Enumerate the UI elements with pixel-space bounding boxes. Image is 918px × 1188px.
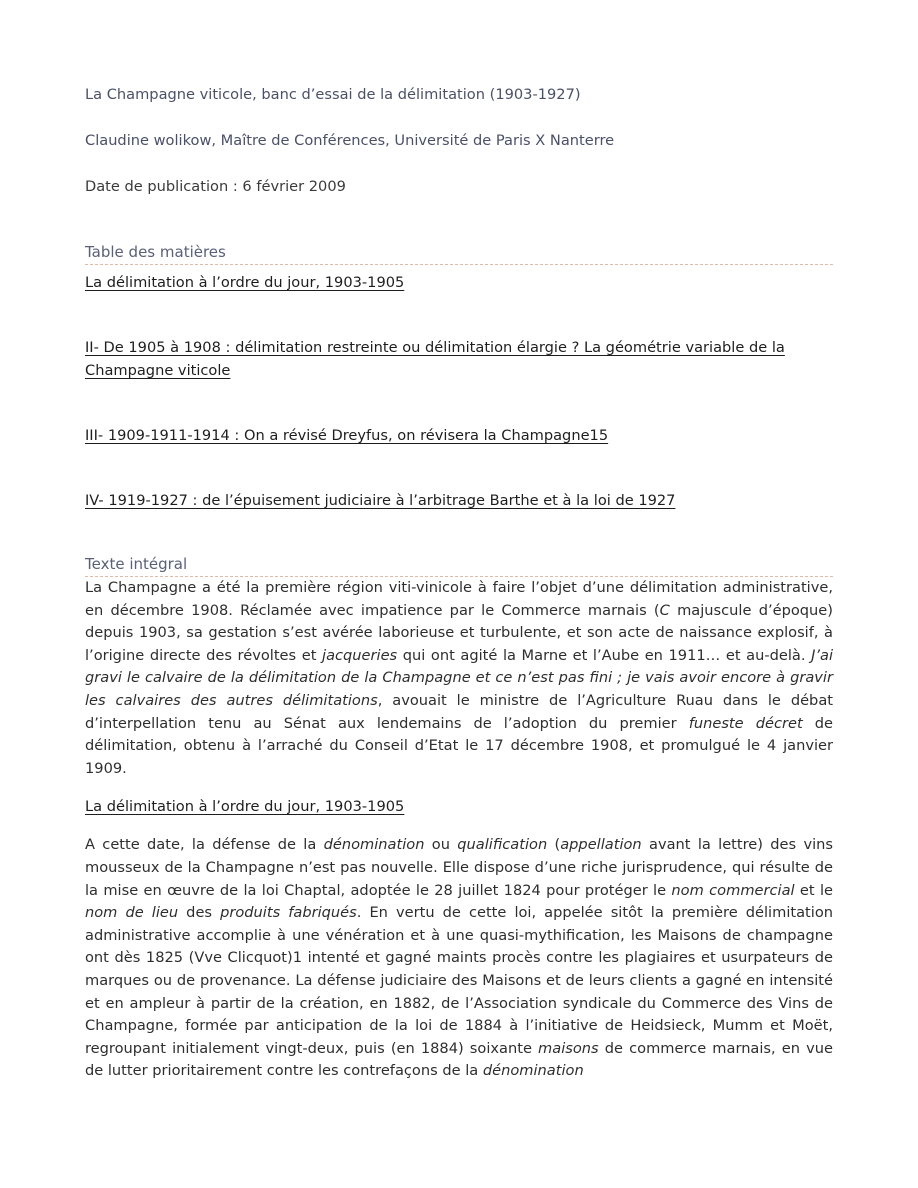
intro-paragraph: La Champagne a été la première région viti-vinicole à faire l’objet d’une délimitation administrative, en décembre 1908. Réclamée avec impatience par le Commerce marnais (C majuscule d’époque) depuis 1903, sa gestation s’est avérée laborieuse et turbulente, et son acte de naissance explosif, à l’origine directe des révoltes et jacqueries qui ont agité la Marne et l’Aube en 1911… et au-delà. J’ai gravi le calvaire de la délimitation de la Champagne et ce n’est pas fini ; je vais avoir encore à gravir les calvaires des autres délimitations, avouait le ministre de l’Agriculture Ruau dans le débat d’interpellation tenu au Sénat aux lendemains de l’adoption du premier funeste décret de délimitation, obtenu à l’arraché du Conseil d’Etat le 17 décembre 1908, et promulgué le 4 janvier 1909.: [85, 579, 834, 777]
body-paragraph: A cette date, la défense de la dénomination ou qualification (appellation avant la lettre) des vins mousseux de la Champagne n’est pas nouvelle. Elle dispose d’une riche jurisprudence, qui résulte de la mise en œuvre de la loi Chaptal, adoptée le 28 juillet 1824 pour protéger le nom commercial et le nom de lieu des produits fabriqués. En vertu de cette loi, appelée sitôt la première délimitation administrative accomplie à une vénération et à une quasi-mythification, les Maisons de champagne ont dès 1825 (Vve Clicquot)1 intenté et gagné maints procès contre les plagiaires et usurpateurs de marques ou de provenance. La défense judiciaire des Maisons et de leurs clients a gagné en intensité et en ampleur à partir de la création, en 1882, de l’Association syndicale du Commerce des Vins de Champagne, formée par anticipation de la loi de 1884 à l’initiative de Heidsieck, Mumm et Moët, regroupant initialement vingt-deux, puis (en 1884) soixante maisons de commerce marnais, en vue de lutter prioritairement contre les contrefaçons de la dénomination: [85, 836, 833, 1080]
toc-link-1[interactable]: La délimitation à l’ordre du jour, 1903-1905: [85, 274, 405, 291]
toc-link-2[interactable]: II- De 1905 à 1908 : délimitation restreinte ou délimitation élargie ? La géométrie variable de la Champagne viticole: [85, 339, 785, 379]
publication-date: Date de publication : 6 février 2009: [85, 178, 346, 195]
full-text-heading: Texte intégral: [85, 554, 833, 577]
toc-link-4[interactable]: IV- 1919-1927 : de l’épuisement judiciaire à l’arbitrage Barthe et à la loi de 1927: [85, 492, 676, 509]
article-author: Claudine wolikow, Maître de Conférences, Université de Paris X Nanterre: [85, 132, 615, 149]
document-content: [85, 84, 833, 1083]
toc-heading: Table des matières: [85, 242, 833, 265]
section-title-link[interactable]: La délimitation à l’ordre du jour, 1903-1905: [85, 798, 405, 816]
article-title: La Champagne viticole, banc d’essai de la délimitation (1903-1927): [85, 86, 581, 103]
toc-link-3[interactable]: III- 1909-1911-1914 : On a révisé Dreyfus, on révisera la Champagne15: [85, 427, 609, 444]
